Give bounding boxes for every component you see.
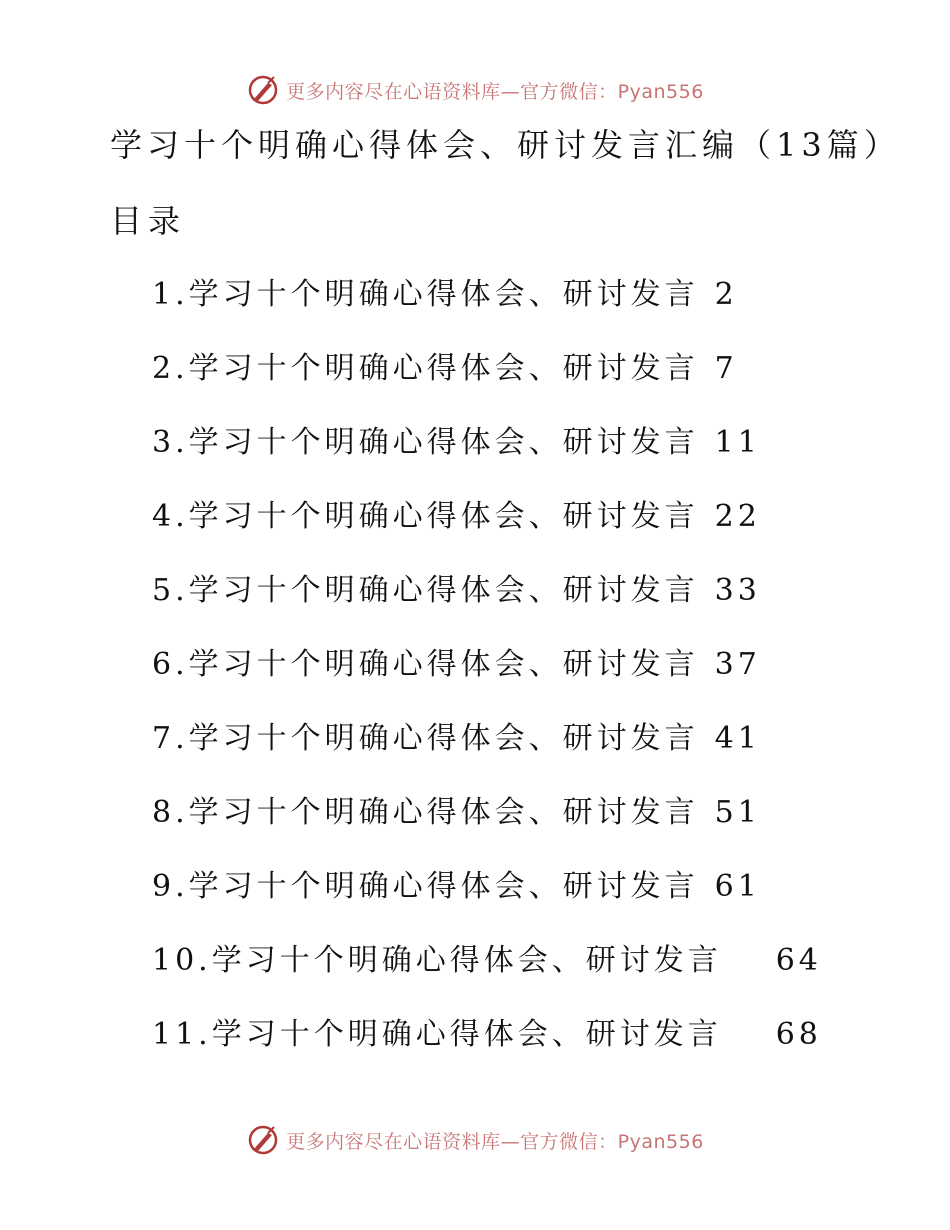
toc-entry[interactable]: [152, 788, 852, 862]
header-banner: [0, 70, 950, 110]
toc-entry[interactable]: [152, 492, 852, 566]
banner-text: 更多内容尽在心语资料库—官方微信：Pyan556: [286, 1130, 704, 1153]
toc-entry[interactable]: [152, 418, 852, 492]
toc-entry-number: 11.: [152, 1017, 212, 1052]
toc-entry-number: 10.: [152, 943, 212, 978]
toc-entry-label: 学习十个明确心得体会、研讨发言: [188, 277, 699, 312]
toc-entry-number: 2.: [152, 351, 189, 386]
toc-entry-number: 1.: [152, 277, 189, 312]
table-of-contents: [152, 270, 852, 1084]
quill-logo-icon: [246, 73, 280, 107]
toc-entry-label: 学习十个明确心得体会、研讨发言: [211, 1017, 722, 1052]
toc-entry-page: 51: [714, 795, 761, 830]
toc-entry[interactable]: [152, 566, 852, 640]
toc-entry-page: 61: [714, 869, 761, 904]
toc-entry-label: 学习十个明确心得体会、研讨发言: [188, 721, 699, 756]
toc-entry-page: 7: [714, 351, 738, 386]
toc-entry-number: 8.: [152, 795, 189, 830]
toc-entry[interactable]: [152, 862, 852, 936]
toc-entry-label: 学习十个明确心得体会、研讨发言: [188, 573, 699, 608]
toc-entry-label: 学习十个明确心得体会、研讨发言: [188, 425, 699, 460]
toc-entry[interactable]: [152, 936, 852, 1010]
toc-heading: 目录: [110, 202, 187, 240]
toc-entry-page: 37: [714, 647, 761, 682]
toc-entry-page: 33: [714, 573, 761, 608]
toc-entry-page: 68: [775, 1017, 822, 1052]
toc-entry-page: 22: [714, 499, 761, 534]
toc-entry-number: 5.: [152, 573, 189, 608]
toc-entry[interactable]: [152, 1010, 852, 1084]
banner-text: 更多内容尽在心语资料库—官方微信：Pyan556: [286, 80, 704, 103]
toc-entry-page: 11: [714, 425, 761, 460]
toc-entry[interactable]: [152, 270, 852, 344]
toc-entry-page: 41: [714, 721, 761, 756]
toc-entry-label: 学习十个明确心得体会、研讨发言: [211, 943, 722, 978]
toc-entry-label: 学习十个明确心得体会、研讨发言: [188, 647, 699, 682]
toc-entry-number: 3.: [152, 425, 189, 460]
toc-entry-page: 64: [775, 943, 822, 978]
toc-entry[interactable]: [152, 714, 852, 788]
toc-entry-number: 6.: [152, 647, 189, 682]
toc-entry[interactable]: [152, 640, 852, 714]
toc-entry-number: 4.: [152, 499, 189, 534]
toc-entry-page: 2: [714, 277, 738, 312]
toc-entry-number: 7.: [152, 721, 189, 756]
quill-logo-icon: [246, 1123, 280, 1157]
footer-banner: [0, 1120, 950, 1160]
document-title: 学习十个明确心得体会、研讨发言汇编（13篇）: [110, 126, 901, 164]
toc-entry-label: 学习十个明确心得体会、研讨发言: [188, 795, 699, 830]
toc-entry[interactable]: [152, 344, 852, 418]
toc-entry-label: 学习十个明确心得体会、研讨发言: [188, 351, 699, 386]
toc-entry-label: 学习十个明确心得体会、研讨发言: [188, 869, 699, 904]
toc-entry-number: 9.: [152, 869, 189, 904]
toc-entry-label: 学习十个明确心得体会、研讨发言: [188, 499, 699, 534]
